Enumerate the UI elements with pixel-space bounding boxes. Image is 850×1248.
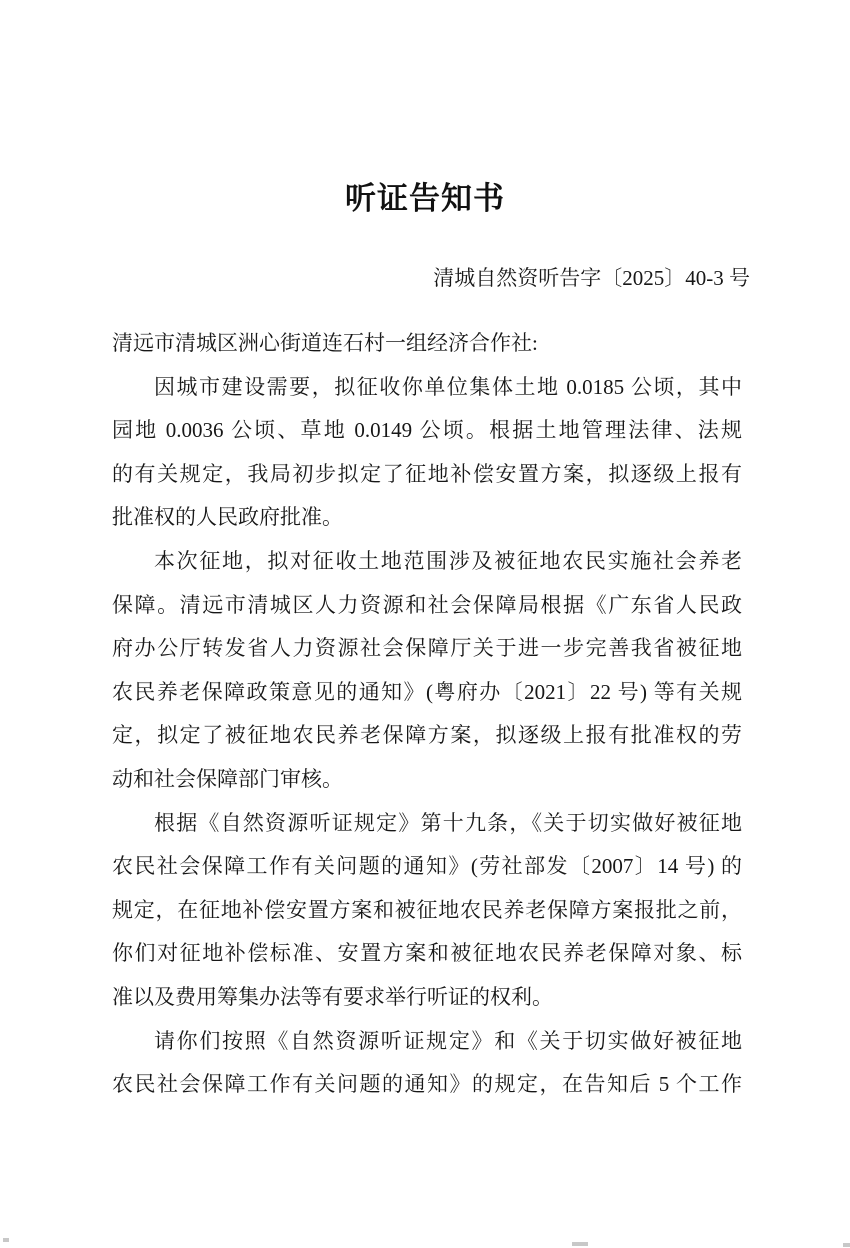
body-line: 你们对征地补偿标准、安置方案和被征地农民养老保障对象、标 [112, 941, 742, 966]
body-line: 农民社会保障工作有关问题的通知》(劳社部发〔2007〕14 号) 的 [112, 854, 742, 879]
body-line: 保障。清远市清城区人力资源和社会保障局根据《广东省人民政 [112, 592, 742, 617]
body-line: 的有关规定，我局初步拟定了征地补偿安置方案，拟逐级上报有 [112, 461, 742, 486]
scan-speck [572, 1242, 588, 1246]
body-line: 因城市建设需要，拟征收你单位集体土地 0.0185 公顷，其中 [154, 374, 742, 399]
body-line: 动和社会保障部门审核。 [112, 766, 343, 791]
document-reference-number: 清城自然资听告字〔2025〕40-3 号 [433, 266, 750, 290]
body-line: 府办公厅转发省人力资源社会保障厅关于进一步完善我省被征地 [112, 636, 742, 661]
body-line: 本次征地，拟对征收土地范围涉及被征地农民实施社会养老 [154, 548, 742, 573]
document-body [112, 322, 742, 1107]
body-line: 请你们按照《自然资源听证规定》和《关于切实做好被征地 [154, 1028, 742, 1053]
body-line: 定，拟定了被征地农民养老保障方案，拟逐级上报有批准权的劳 [112, 723, 742, 748]
body-line: 规定，在征地补偿安置方案和被征地农民养老保障方案报批之前， [112, 897, 742, 922]
body-line: 根据《自然资源听证规定》第十九条，《关于切实做好被征地 [154, 810, 742, 835]
document-title: 听证告知书 [345, 181, 505, 216]
body-line: 园地 0.0036 公顷、草地 0.0149 公顷。根据土地管理法律、法规 [112, 418, 742, 443]
scan-speck [3, 1238, 9, 1242]
body-line: 农民社会保障工作有关问题的通知》的规定，在告知后 5 个工作 [112, 1072, 742, 1097]
body-line: 准以及费用筹集办法等有要求举行听证的权利。 [112, 984, 553, 1009]
scan-speck [843, 1243, 850, 1247]
salutation-line: 清远市清城区洲心街道连石村一组经济合作社: [112, 331, 538, 355]
body-line: 批准权的人民政府批准。 [112, 505, 343, 530]
body-line: 农民养老保障政策意见的通知》(粤府办〔2021〕22 号) 等有关规 [112, 679, 742, 704]
